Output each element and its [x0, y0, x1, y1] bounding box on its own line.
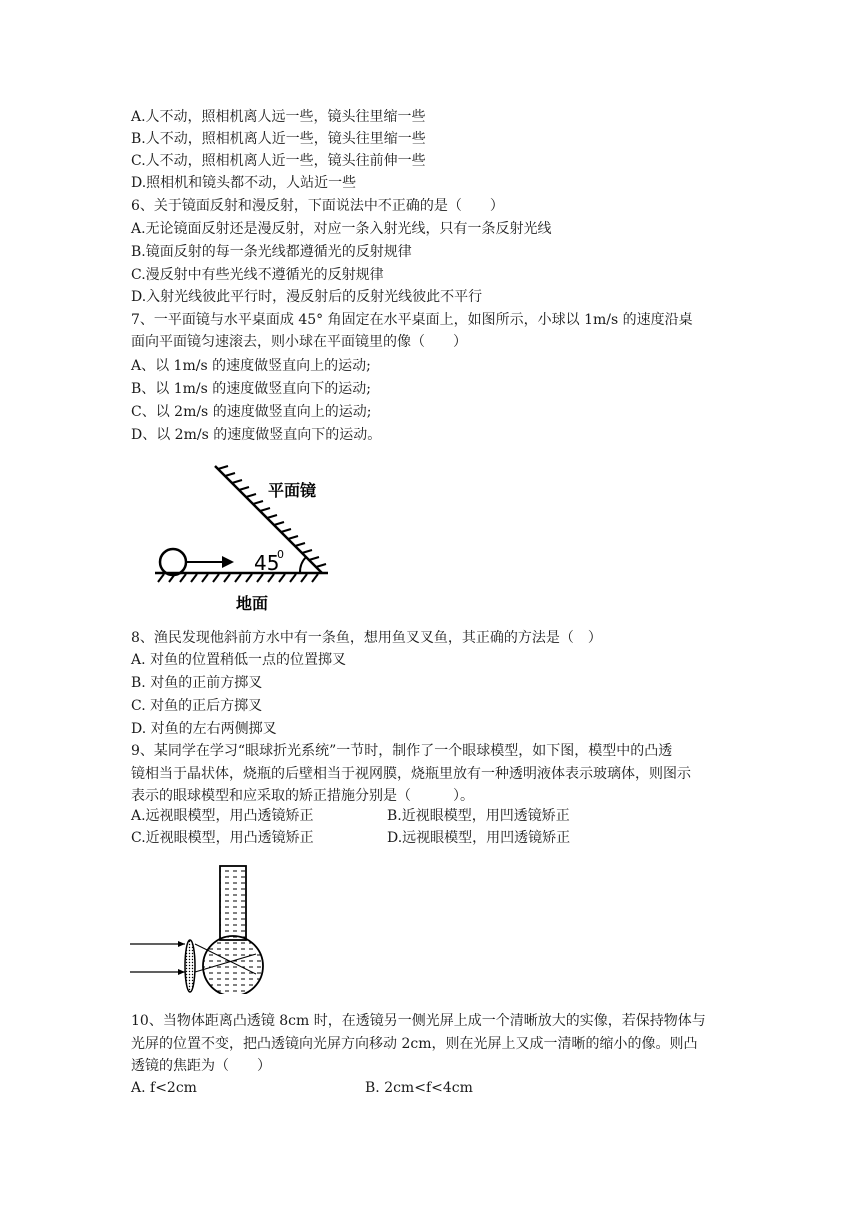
angle-label: 45: [254, 551, 280, 575]
q10-option-a: A. f<2cm: [131, 1080, 197, 1096]
q10-option-b: B. 2cm<f<4cm: [365, 1080, 473, 1096]
ground-label: 地面: [236, 594, 269, 613]
q7-stem-line-2: 面向平面镜匀速滚去，则小球在平面镜里的像（ ）: [131, 334, 467, 350]
q7-option-b: B、以 1m/s 的速度做竖直向下的运动;: [131, 381, 371, 397]
mirror-label: 平面镜: [268, 481, 317, 500]
mirror-figure: [150, 458, 350, 618]
q7-stem-line-1: 7、一平面镜与水平桌面成 45° 角固定在水平桌面上，如图所示，小球以 1m/s 的速度沿桌: [131, 312, 693, 328]
q10-stem-line-3: 透镜的焦距为（ ）: [131, 1058, 271, 1074]
q5-option-a: A.人不动，照相机离人远一些，镜头往里缩一些: [131, 109, 426, 125]
ball: [160, 549, 186, 575]
q9-option-a: A.远视眼模型，用凸透镜矫正: [131, 808, 314, 824]
flask-bulb: [203, 936, 263, 994]
q9-stem-line-1: 9、某同学在学习“眼球折光系统”一节时，制作了一个眼球模型，如下图，模型中的凸透: [131, 743, 673, 759]
q6-option-a: A.无论镜面反射还是漫反射，对应一条入射光线，只有一条反射光线: [131, 221, 552, 237]
q8-option-d: D. 对鱼的左右两侧掷叉: [131, 721, 277, 737]
q8-option-a: A. 对鱼的位置稍低一点的位置掷叉: [131, 652, 347, 668]
q9-stem-line-3: 表示的眼球模型和应采取的矫正措施分别是（ ）。: [131, 788, 474, 804]
q6-option-b: B.镜面反射的每一条光线都遵循光的反射规律: [131, 244, 412, 260]
q9-option-c: C.近视眼模型，用凸透镜矫正: [131, 830, 314, 846]
q6-option-d: D.入射光线彼此平行时，漫反射后的反射光线彼此不平行: [131, 289, 483, 305]
convex-lens: [185, 940, 195, 992]
q5-option-d: D.照相机和镜头都不动，人站近一些: [131, 175, 357, 191]
q5-option-b: B.人不动，照相机离人近一些，镜头往里缩一些: [131, 131, 426, 147]
q10-stem-line-1: 10、当物体距离凸透镜 8cm 时，在透镜另一侧光屏上成一个清晰放大的实像，若保持物体与: [131, 1013, 706, 1029]
arrow-icon: [222, 556, 234, 568]
q8-option-b: B. 对鱼的正前方掷叉: [131, 675, 263, 691]
q7-option-a: A、以 1m/s 的速度做竖直向上的运动;: [131, 358, 371, 374]
q6-stem: 6、关于镜面反射和漫反射，下面说法中不正确的是（ ）: [131, 198, 504, 214]
q9-stem-line-2: 镜相当于晶状体，烧瓶的后壁相当于视网膜，烧瓶里放有一种透明液体表示玻璃体，则图示: [131, 766, 691, 782]
q7-option-c: C、以 2m/s 的速度做竖直向上的运动;: [131, 404, 372, 420]
q6-option-c: C.漫反射中有些光线不遵循光的反射规律: [131, 267, 384, 283]
q7-option-d: D、以 2m/s 的速度做竖直向下的运动。: [131, 427, 382, 443]
q8-stem: 8、渔民发现他斜前方水中有一条鱼，想用鱼叉叉鱼，其正确的方法是（ ）: [131, 630, 602, 646]
q9-option-d: D.远视眼模型，用凹透镜矫正: [387, 830, 571, 846]
q9-option-b: B.近视眼模型，用凹透镜矫正: [387, 808, 570, 824]
angle-degree-sup: 0: [277, 548, 284, 561]
q5-option-c: C.人不动，照相机离人近一些，镜头往前伸一些: [131, 153, 426, 169]
eye-model-figure: [128, 862, 278, 994]
q10-stem-line-2: 光屏的位置不变，把凸透镜向光屏方向移动 2cm，则在光屏上又成一清晰的缩小的像。则凸: [131, 1036, 698, 1052]
q8-option-c: C. 对鱼的正后方掷叉: [131, 698, 263, 714]
